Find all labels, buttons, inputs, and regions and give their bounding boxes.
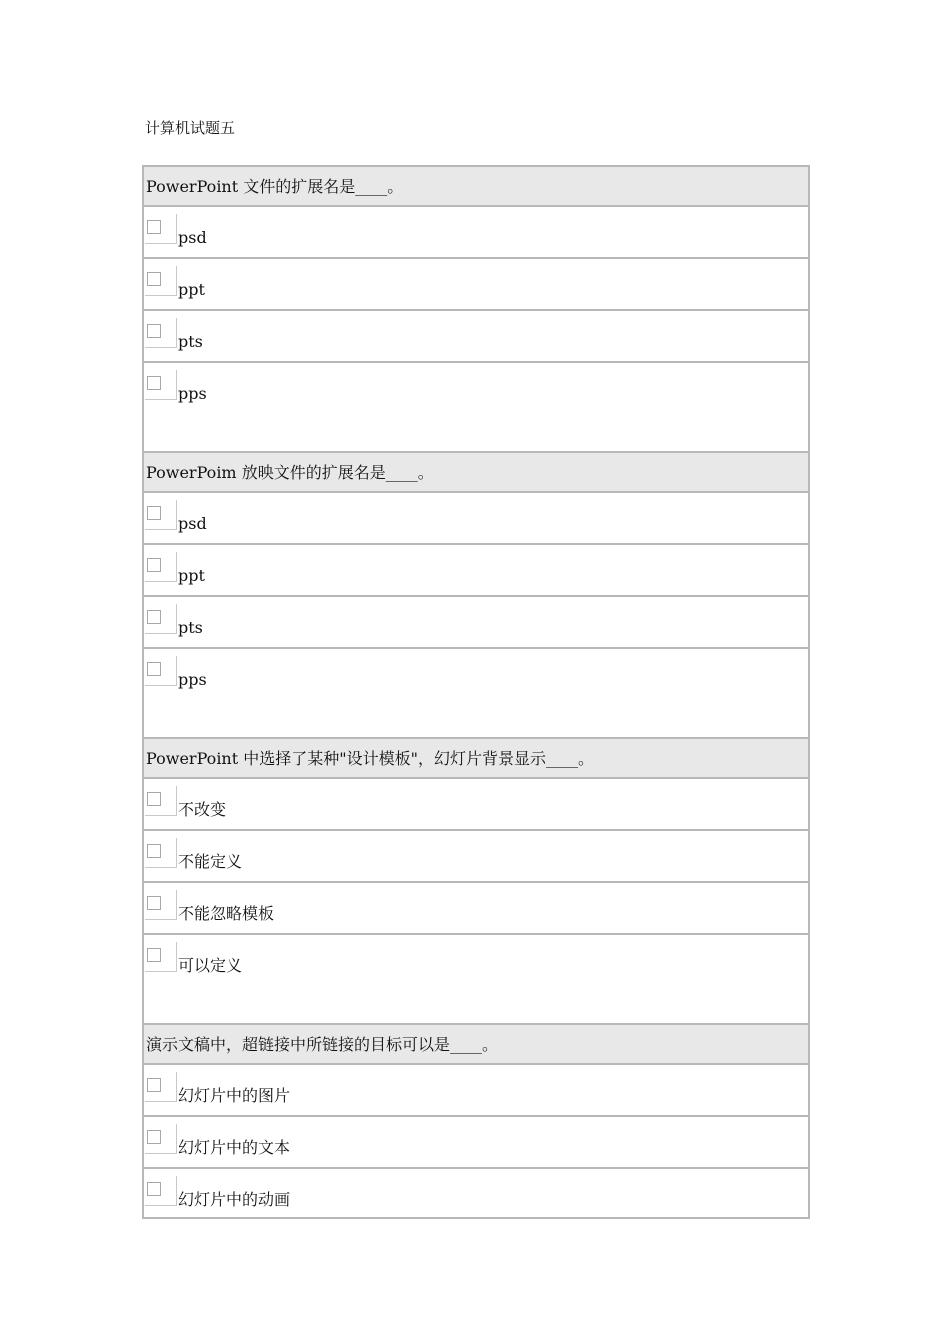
checkbox[interactable] — [145, 656, 177, 686]
option-label: pts — [178, 618, 203, 637]
question-text: PowerPoint 中选择了某种"设计模板"，幻灯片背景显示____。 — [146, 749, 594, 768]
option-row[interactable] — [144, 595, 808, 647]
checkbox[interactable] — [145, 214, 177, 244]
checkbox-icon[interactable] — [147, 324, 161, 338]
question-row — [144, 451, 808, 491]
option-row[interactable] — [144, 205, 808, 257]
option-label: ppt — [178, 566, 205, 585]
checkbox-icon[interactable] — [147, 1130, 161, 1144]
option-row[interactable] — [144, 257, 808, 309]
checkbox[interactable] — [145, 500, 177, 530]
question-text: PowerPoint 文件的扩展名是____。 — [146, 177, 404, 196]
option-row[interactable] — [144, 777, 808, 829]
option-label: 幻灯片中的动画 — [178, 1190, 291, 1209]
page-title: 计算机试题五 — [145, 119, 236, 137]
checkbox-icon[interactable] — [147, 506, 161, 520]
checkbox-icon[interactable] — [147, 376, 161, 390]
checkbox[interactable] — [145, 1072, 177, 1102]
checkbox-icon[interactable] — [147, 1078, 161, 1092]
checkbox-icon[interactable] — [147, 1182, 161, 1196]
option-row[interactable] — [144, 543, 808, 595]
option-label: psd — [178, 514, 207, 533]
option-row[interactable] — [144, 829, 808, 881]
question-text: 演示文稿中，超链接中所链接的目标可以是____。 — [146, 1035, 499, 1054]
checkbox-icon[interactable] — [147, 558, 161, 572]
quiz-table — [142, 165, 810, 1219]
question-row — [144, 737, 808, 777]
checkbox-icon[interactable] — [147, 844, 161, 858]
question-row — [144, 1023, 808, 1063]
checkbox-icon[interactable] — [147, 896, 161, 910]
option-row[interactable] — [144, 361, 808, 451]
checkbox-icon[interactable] — [147, 610, 161, 624]
option-row[interactable] — [144, 1115, 808, 1167]
checkbox[interactable] — [145, 1124, 177, 1154]
option-label: pts — [178, 332, 203, 351]
checkbox[interactable] — [145, 266, 177, 296]
option-row[interactable] — [144, 1167, 808, 1219]
checkbox[interactable] — [145, 942, 177, 972]
option-label: 不能忽略模板 — [178, 904, 275, 923]
checkbox-icon[interactable] — [147, 662, 161, 676]
checkbox[interactable] — [145, 1176, 177, 1206]
option-row[interactable] — [144, 1063, 808, 1115]
checkbox-icon[interactable] — [147, 220, 161, 234]
checkbox[interactable] — [145, 890, 177, 920]
checkbox[interactable] — [145, 318, 177, 348]
option-label: 不能定义 — [178, 852, 243, 871]
checkbox[interactable] — [145, 838, 177, 868]
option-label: ppt — [178, 280, 205, 299]
checkbox[interactable] — [145, 370, 177, 400]
option-row[interactable] — [144, 881, 808, 933]
checkbox-icon[interactable] — [147, 948, 161, 962]
option-row[interactable] — [144, 933, 808, 1023]
option-label: 幻灯片中的图片 — [178, 1086, 291, 1105]
checkbox-icon[interactable] — [147, 272, 161, 286]
checkbox[interactable] — [145, 604, 177, 634]
option-label: pps — [178, 384, 207, 403]
checkbox-icon[interactable] — [147, 792, 161, 806]
option-label: pps — [178, 670, 207, 689]
checkbox[interactable] — [145, 552, 177, 582]
option-row[interactable] — [144, 647, 808, 737]
checkbox[interactable] — [145, 786, 177, 816]
option-label: 可以定义 — [178, 956, 243, 975]
question-row — [144, 165, 808, 205]
option-row[interactable] — [144, 309, 808, 361]
option-row[interactable] — [144, 491, 808, 543]
option-label: 不改变 — [178, 800, 227, 819]
option-label: 幻灯片中的文本 — [178, 1138, 291, 1157]
question-text: PowerPoim 放映文件的扩展名是____。 — [146, 463, 434, 482]
option-label: psd — [178, 228, 207, 247]
